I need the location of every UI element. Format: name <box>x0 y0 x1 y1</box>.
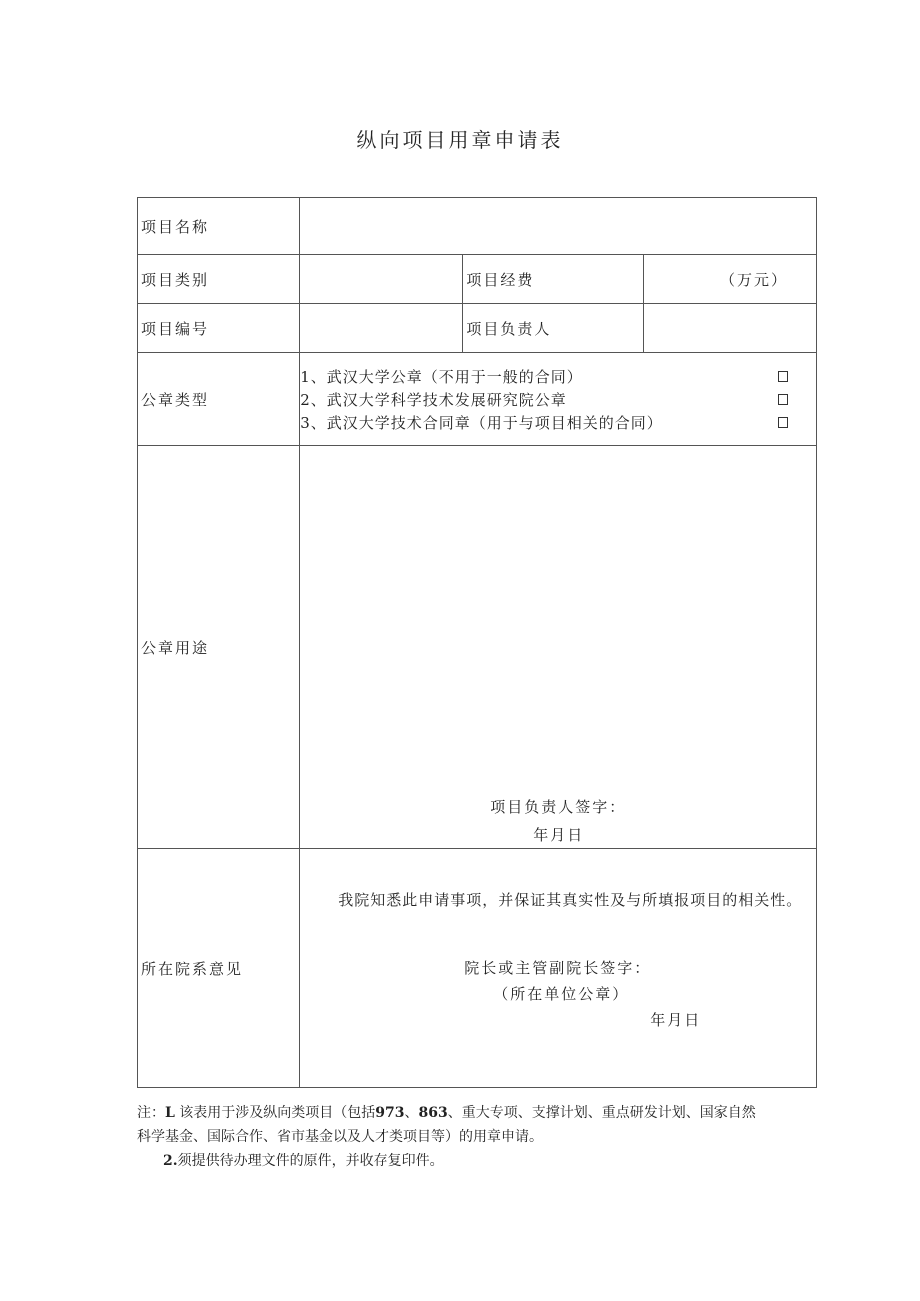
seal-option-text: 3、武汉大学技术合同章（用于与项目相关的合同） <box>300 413 663 432</box>
seal-option-text: 1、武汉大学公章（不用于一般的合同） <box>300 367 583 386</box>
note-number-2: 2. <box>163 1153 178 1169</box>
project-category-label: 项目类别 <box>138 255 300 304</box>
note-number-973: 973 <box>375 1105 405 1121</box>
leader-signature-date: 年月日 <box>533 826 585 844</box>
row-seal-type <box>138 353 817 446</box>
dept-opinion-label: 所在院系意见 <box>138 849 300 1088</box>
row-seal-purpose <box>138 446 817 849</box>
dean-signature-label: 院长或主管副院长签字： <box>464 959 652 977</box>
project-number-label: 项目编号 <box>138 304 300 353</box>
project-name-label: 项目名称 <box>138 198 300 255</box>
seal-option-2 <box>300 388 816 411</box>
leader-signature-label: 项目负责人签字： <box>490 798 627 816</box>
seal-option-text: 2、武汉大学科学技术发展研究院公章 <box>300 390 567 409</box>
row-project-number <box>138 304 817 353</box>
seal-option-1 <box>300 365 816 388</box>
row-dept-opinion <box>138 849 817 1088</box>
note-number-863: 863 <box>418 1105 448 1121</box>
row-project-category <box>138 255 817 304</box>
form-notes <box>137 1101 827 1173</box>
note-line-2: 科学基金、国际合作、省市基金以及人才类项目等）的用章申请。 <box>137 1129 543 1145</box>
note-line-3 <box>137 1149 827 1173</box>
note-line-1 <box>137 1101 827 1125</box>
checkbox-icon[interactable] <box>778 417 788 428</box>
row-project-name <box>138 198 817 255</box>
note-separator: 、 <box>404 1105 419 1121</box>
note-prefix: 注： <box>137 1105 165 1121</box>
seal-purpose-label: 公章用途 <box>138 446 300 849</box>
seal-type-label: 公章类型 <box>138 353 300 446</box>
checkbox-icon[interactable] <box>778 394 788 405</box>
project-funding-label: 项目经费 <box>463 255 643 304</box>
dean-signature-date: 年月日 <box>650 1011 702 1029</box>
project-leader-label: 项目负责人 <box>463 304 643 353</box>
application-form-table <box>137 197 817 1088</box>
project-funding-field[interactable] <box>643 255 816 304</box>
project-name-field[interactable] <box>300 198 817 255</box>
project-category-field[interactable] <box>300 255 463 304</box>
seal-type-options <box>300 353 817 446</box>
note-text: 须提供待办理文件的原件，并收存复印件。 <box>177 1153 444 1169</box>
checkbox-icon[interactable] <box>778 371 788 382</box>
seal-option-3 <box>300 411 816 434</box>
project-leader-field[interactable] <box>643 304 816 353</box>
seal-purpose-field[interactable] <box>300 446 817 849</box>
note-number-1: L <box>165 1105 175 1121</box>
dept-opinion-field[interactable] <box>300 849 817 1088</box>
note-text: 该表用于涉及纵向类项目（包括 <box>179 1105 376 1121</box>
project-number-field[interactable] <box>300 304 463 353</box>
funding-unit: （万元） <box>719 270 788 289</box>
unit-stamp-label: （所在单位公章） <box>493 985 630 1003</box>
note-text: 、重大专项、支撑计划、重点研发计划、国家自然 <box>447 1105 756 1121</box>
form-title: 纵向项目用章申请表 <box>356 128 564 152</box>
dept-opinion-statement: 我院知悉此申请事项，并保证其真实性及与所填报项目的相关性。 <box>338 891 803 909</box>
